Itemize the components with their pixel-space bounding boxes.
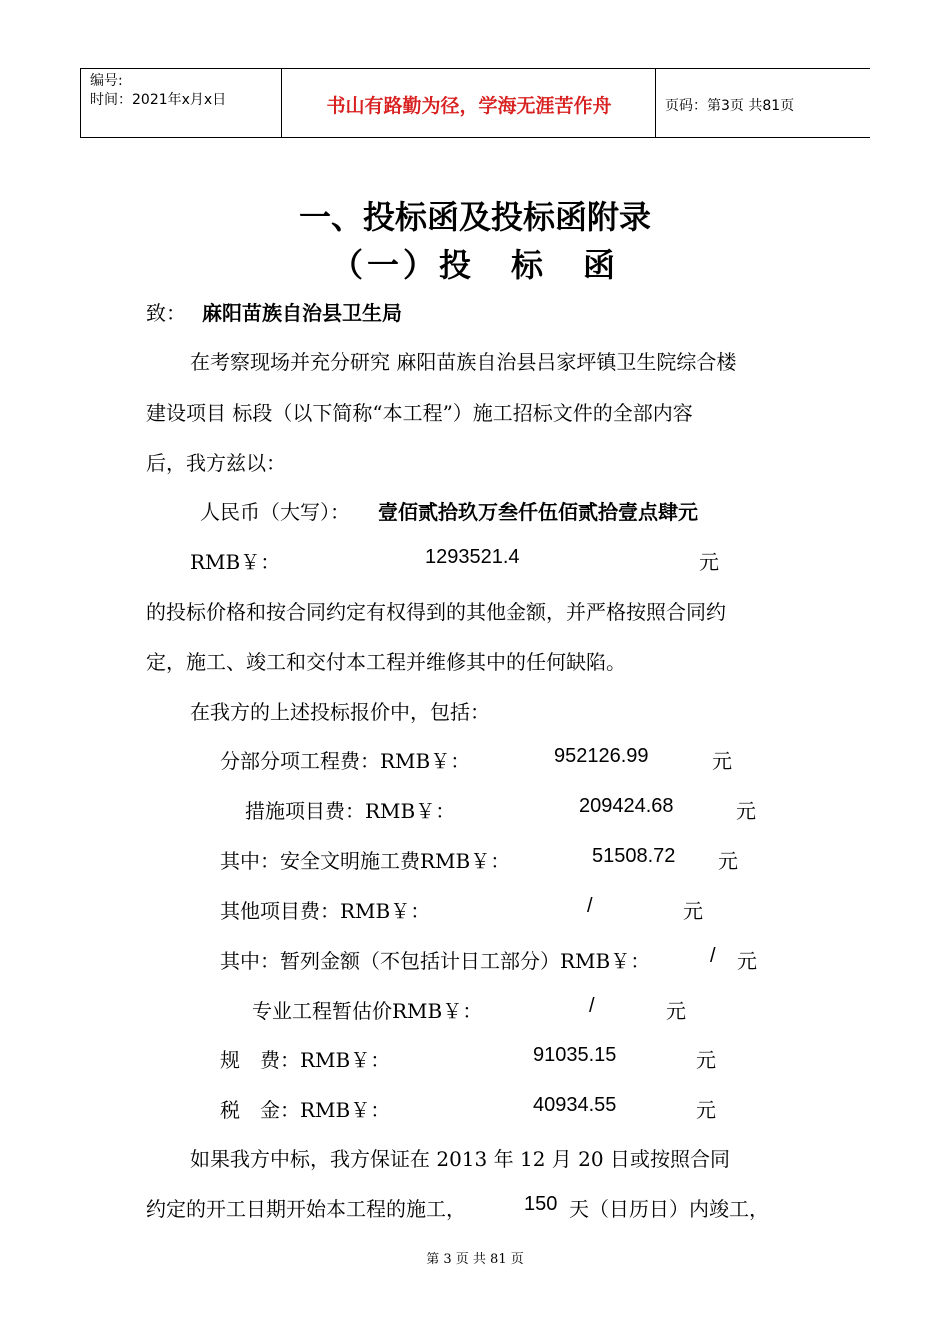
page-header-table (80, 68, 870, 138)
breakdown-unit: 元 (666, 999, 686, 1023)
final-line2: 约定的开工日期开始本工程的施工， (146, 1197, 466, 1221)
rmb-unit: 元 (699, 550, 719, 574)
header-border-left (80, 69, 81, 137)
breakdown-value: 209424.68 (579, 795, 674, 817)
para1-line2: 建设项目 标段（以下简称“本工程”）施工招标文件的全部内容 (146, 401, 693, 425)
breakdown-label: 规 费：RMB￥： (220, 1048, 391, 1072)
breakdown-label: 其中：安全文明施工费RMB￥： (220, 849, 511, 873)
breakdown-value: / (587, 895, 593, 917)
breakdown-unit: 元 (718, 849, 738, 873)
breakdown-unit: 元 (712, 749, 732, 773)
breakdown-label: 税 金：RMB￥： (220, 1098, 391, 1122)
breakdown-unit: 元 (736, 799, 756, 823)
breakdown-unit: 元 (696, 1098, 716, 1122)
addressee-prefix: 致： (146, 301, 186, 325)
header-meta (90, 72, 226, 110)
header-page-info: 页码：第3页 共81页 (665, 98, 795, 114)
breakdown-value: 952126.99 (554, 745, 649, 767)
breakdown-label: 分部分项工程费：RMB￥： (220, 749, 471, 773)
header-motto: 书山有路勤为径，学海无涯苦作舟 (326, 95, 612, 117)
breakdown-label: 专业工程暂估价RMB￥： (252, 999, 483, 1023)
document-title: 一、投标函及投标函附录 (298, 198, 651, 236)
breakdown-unit: 元 (737, 949, 757, 973)
breakdown-label: 措施项目费：RMB￥： (245, 799, 456, 823)
para3: 在我方的上述投标报价中，包括： (190, 700, 490, 724)
breakdown-value: / (589, 995, 595, 1017)
final-line2-end: 天（日历日）内竣工， (569, 1197, 769, 1221)
breakdown-value: 51508.72 (592, 845, 676, 867)
page-footer: 第 3 页 共 81 页 (426, 1252, 524, 1267)
header-date: 时间：2021年x月x日 (90, 92, 227, 108)
para1-line1: 在考察现场并充分研究 麻阳苗族自治县吕家坪镇卫生院综合楼 (190, 350, 737, 374)
para2-line1: 的投标价格和按合同约定有权得到的其他金额，并严格按照合同约 (146, 600, 726, 624)
rmb-label: RMB￥： (190, 550, 281, 574)
breakdown-value: 40934.55 (533, 1094, 617, 1116)
breakdown-value: 91035.15 (533, 1044, 617, 1066)
breakdown-value: / (710, 945, 716, 967)
rmb-words-label: 人民币（大写）： (200, 500, 350, 524)
breakdown-label: 其中：暂列金额（不包括计日工部分）RMB￥： (220, 949, 651, 973)
header-number-label: 编号: (90, 73, 123, 89)
para1-line3: 后，我方兹以： (146, 451, 286, 475)
para2-line2: 定，施工、竣工和交付本工程并维修其中的任何缺陷。 (146, 650, 626, 674)
final-line1: 如果我方中标，我方保证在 2013 年 12 月 20 日或按照合同 (190, 1147, 730, 1171)
header-divider-1 (281, 69, 282, 137)
breakdown-unit: 元 (696, 1048, 716, 1072)
completion-days: 150 (524, 1193, 558, 1215)
header-divider-2 (655, 69, 656, 137)
rmb-words-value: 壹佰贰拾玖万叁仟伍佰贰拾壹点肆元 (378, 500, 698, 524)
rmb-value: 1293521.4 (425, 546, 520, 568)
breakdown-unit: 元 (683, 899, 703, 923)
breakdown-label: 其他项目费：RMB￥： (220, 899, 431, 923)
addressee-name: 麻阳苗族自治县卫生局 (202, 301, 402, 325)
section-title: （一）投 标 函 (330, 246, 619, 284)
